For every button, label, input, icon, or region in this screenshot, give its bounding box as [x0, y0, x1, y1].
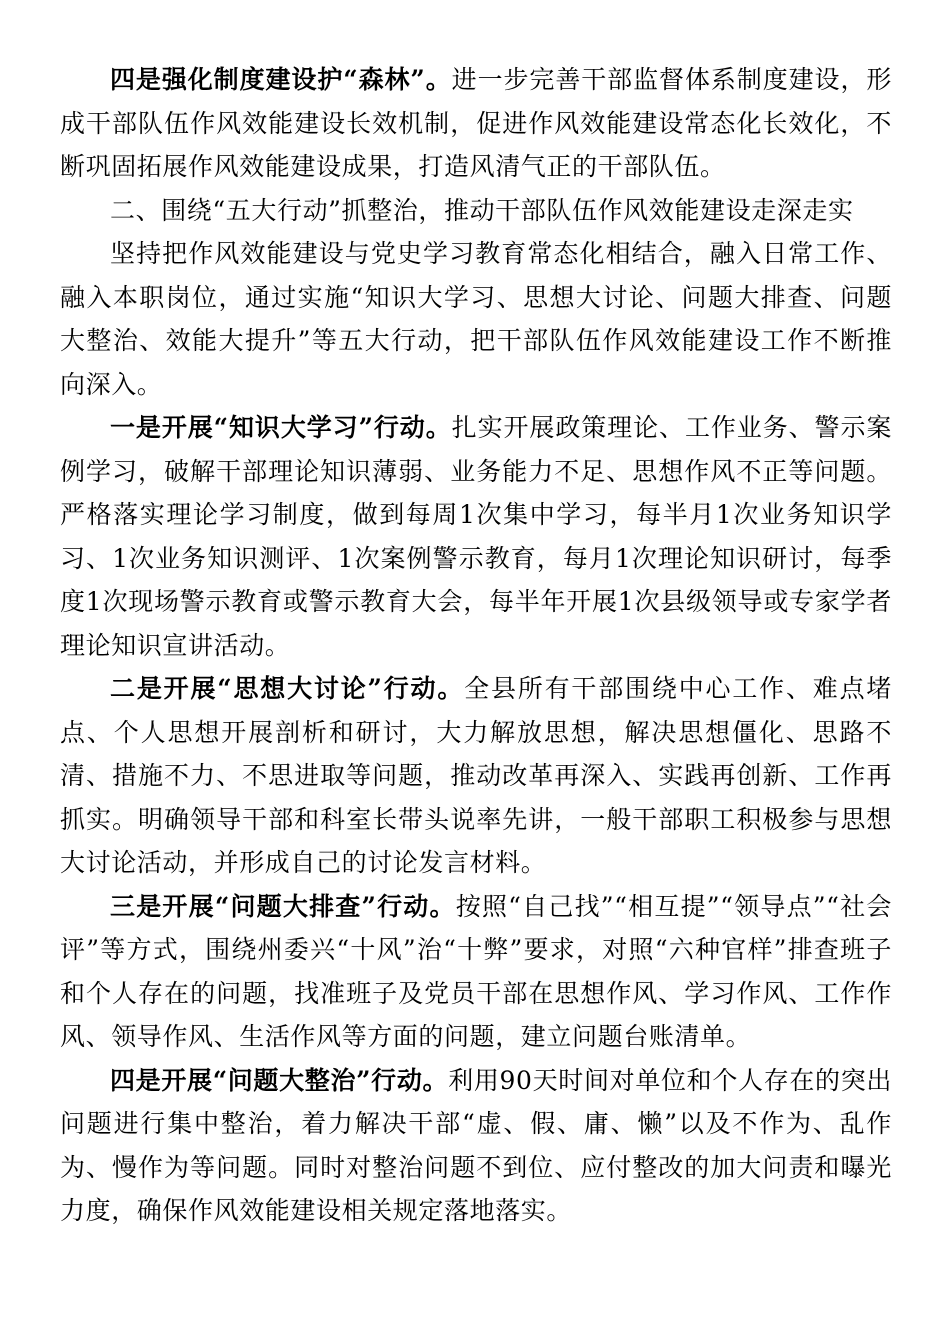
paragraph-text: 全县所有干部围绕中心工作、难点堵点、个人思想开展剖析和研讨，大力解放思想，解决思想僵化、思路不清、措施不力、不思进取等问题，推动改革再深入、实践再创新、工作再抓实。明确领导干部和科室长带头说率先讲，一般干部职工积极参与思想大讨论活动，并形成自己的讨论发言材料。: [60, 674, 892, 877]
paragraph-text: 扎实开展政策理论、工作业务、警示案例学习，破解干部理论知识薄弱、业务能力不足、思想作风不正等问题。严格落实理论学习制度，做到每周1次集中学习，每半月1次业务知识学习、1次业务知识测评、1次案例警示教育，每月1次理论知识研讨，每季度1次现场警示教育或警示教育大会，每半年开展1次县级领导或专家学者理论知识宣讲活动。: [60, 413, 892, 660]
paragraph-lead: 二是开展“思想大讨论”行动。: [110, 674, 465, 703]
paragraph-text: 坚持把作风效能建设与党史学习教育常态化相结合，融入日常工作、融入本职岗位，通过实施“知识大学习、思想大讨论、问题大排查、问题大整治、效能大提升”等五大行动，把干部队伍作风效能建设工作不断推向深入。: [60, 239, 892, 399]
paragraph-text: 按照“自己找”“相互提”“领导点”“社会评”等方式，围绕州委兴“十风”治“十弊”要求，对照“六种官样”排查班子和个人存在的问题，找准班子及党员干部在思想作风、学习作风、工作作风、领导作风、生活作风等方面的问题，建立问题台账清单。: [60, 891, 892, 1051]
paragraph-problem-investigation: [60, 885, 892, 1059]
document-page: [60, 58, 892, 1233]
paragraph-lead: 三是开展“问题大排查”行动。: [110, 891, 456, 921]
paragraph-text: 进一步完善干部监督体系制度建设，形成干部队伍作风效能建设长效机制，促进作风效能建设常态化长效化，不断巩固拓展作风效能建设成果，打造风清气正的干部队伍。: [60, 65, 892, 181]
paragraph-strengthen-system: [60, 58, 892, 189]
paragraph-thought-discussion: [60, 667, 892, 885]
section-heading-five-actions: [60, 189, 892, 233]
paragraph-problem-rectification: [60, 1059, 892, 1233]
paragraph-intro: [60, 232, 892, 406]
paragraph-lead: 四是开展“问题大整治”行动。: [110, 1065, 449, 1095]
paragraph-knowledge-study: [60, 406, 892, 667]
section-heading-text: 二、围绕“五大行动”抓整治，推动干部队伍作风效能建设走深走实: [110, 195, 854, 225]
paragraph-lead: 四是强化制度建设护“森林”。: [110, 65, 452, 94]
paragraph-text: 利用90天时间对单位和个人存在的突出问题进行集中整治，着力解决干部“虚、假、庸、懒”以及不作为、乱作为、慢作为等问题。同时对整治问题不到位、应付整改的加大问责和曝光力度，确保作风效能建设相关规定落地落实。: [60, 1065, 892, 1225]
paragraph-lead: 一是开展“知识大学习”行动。: [110, 413, 452, 442]
